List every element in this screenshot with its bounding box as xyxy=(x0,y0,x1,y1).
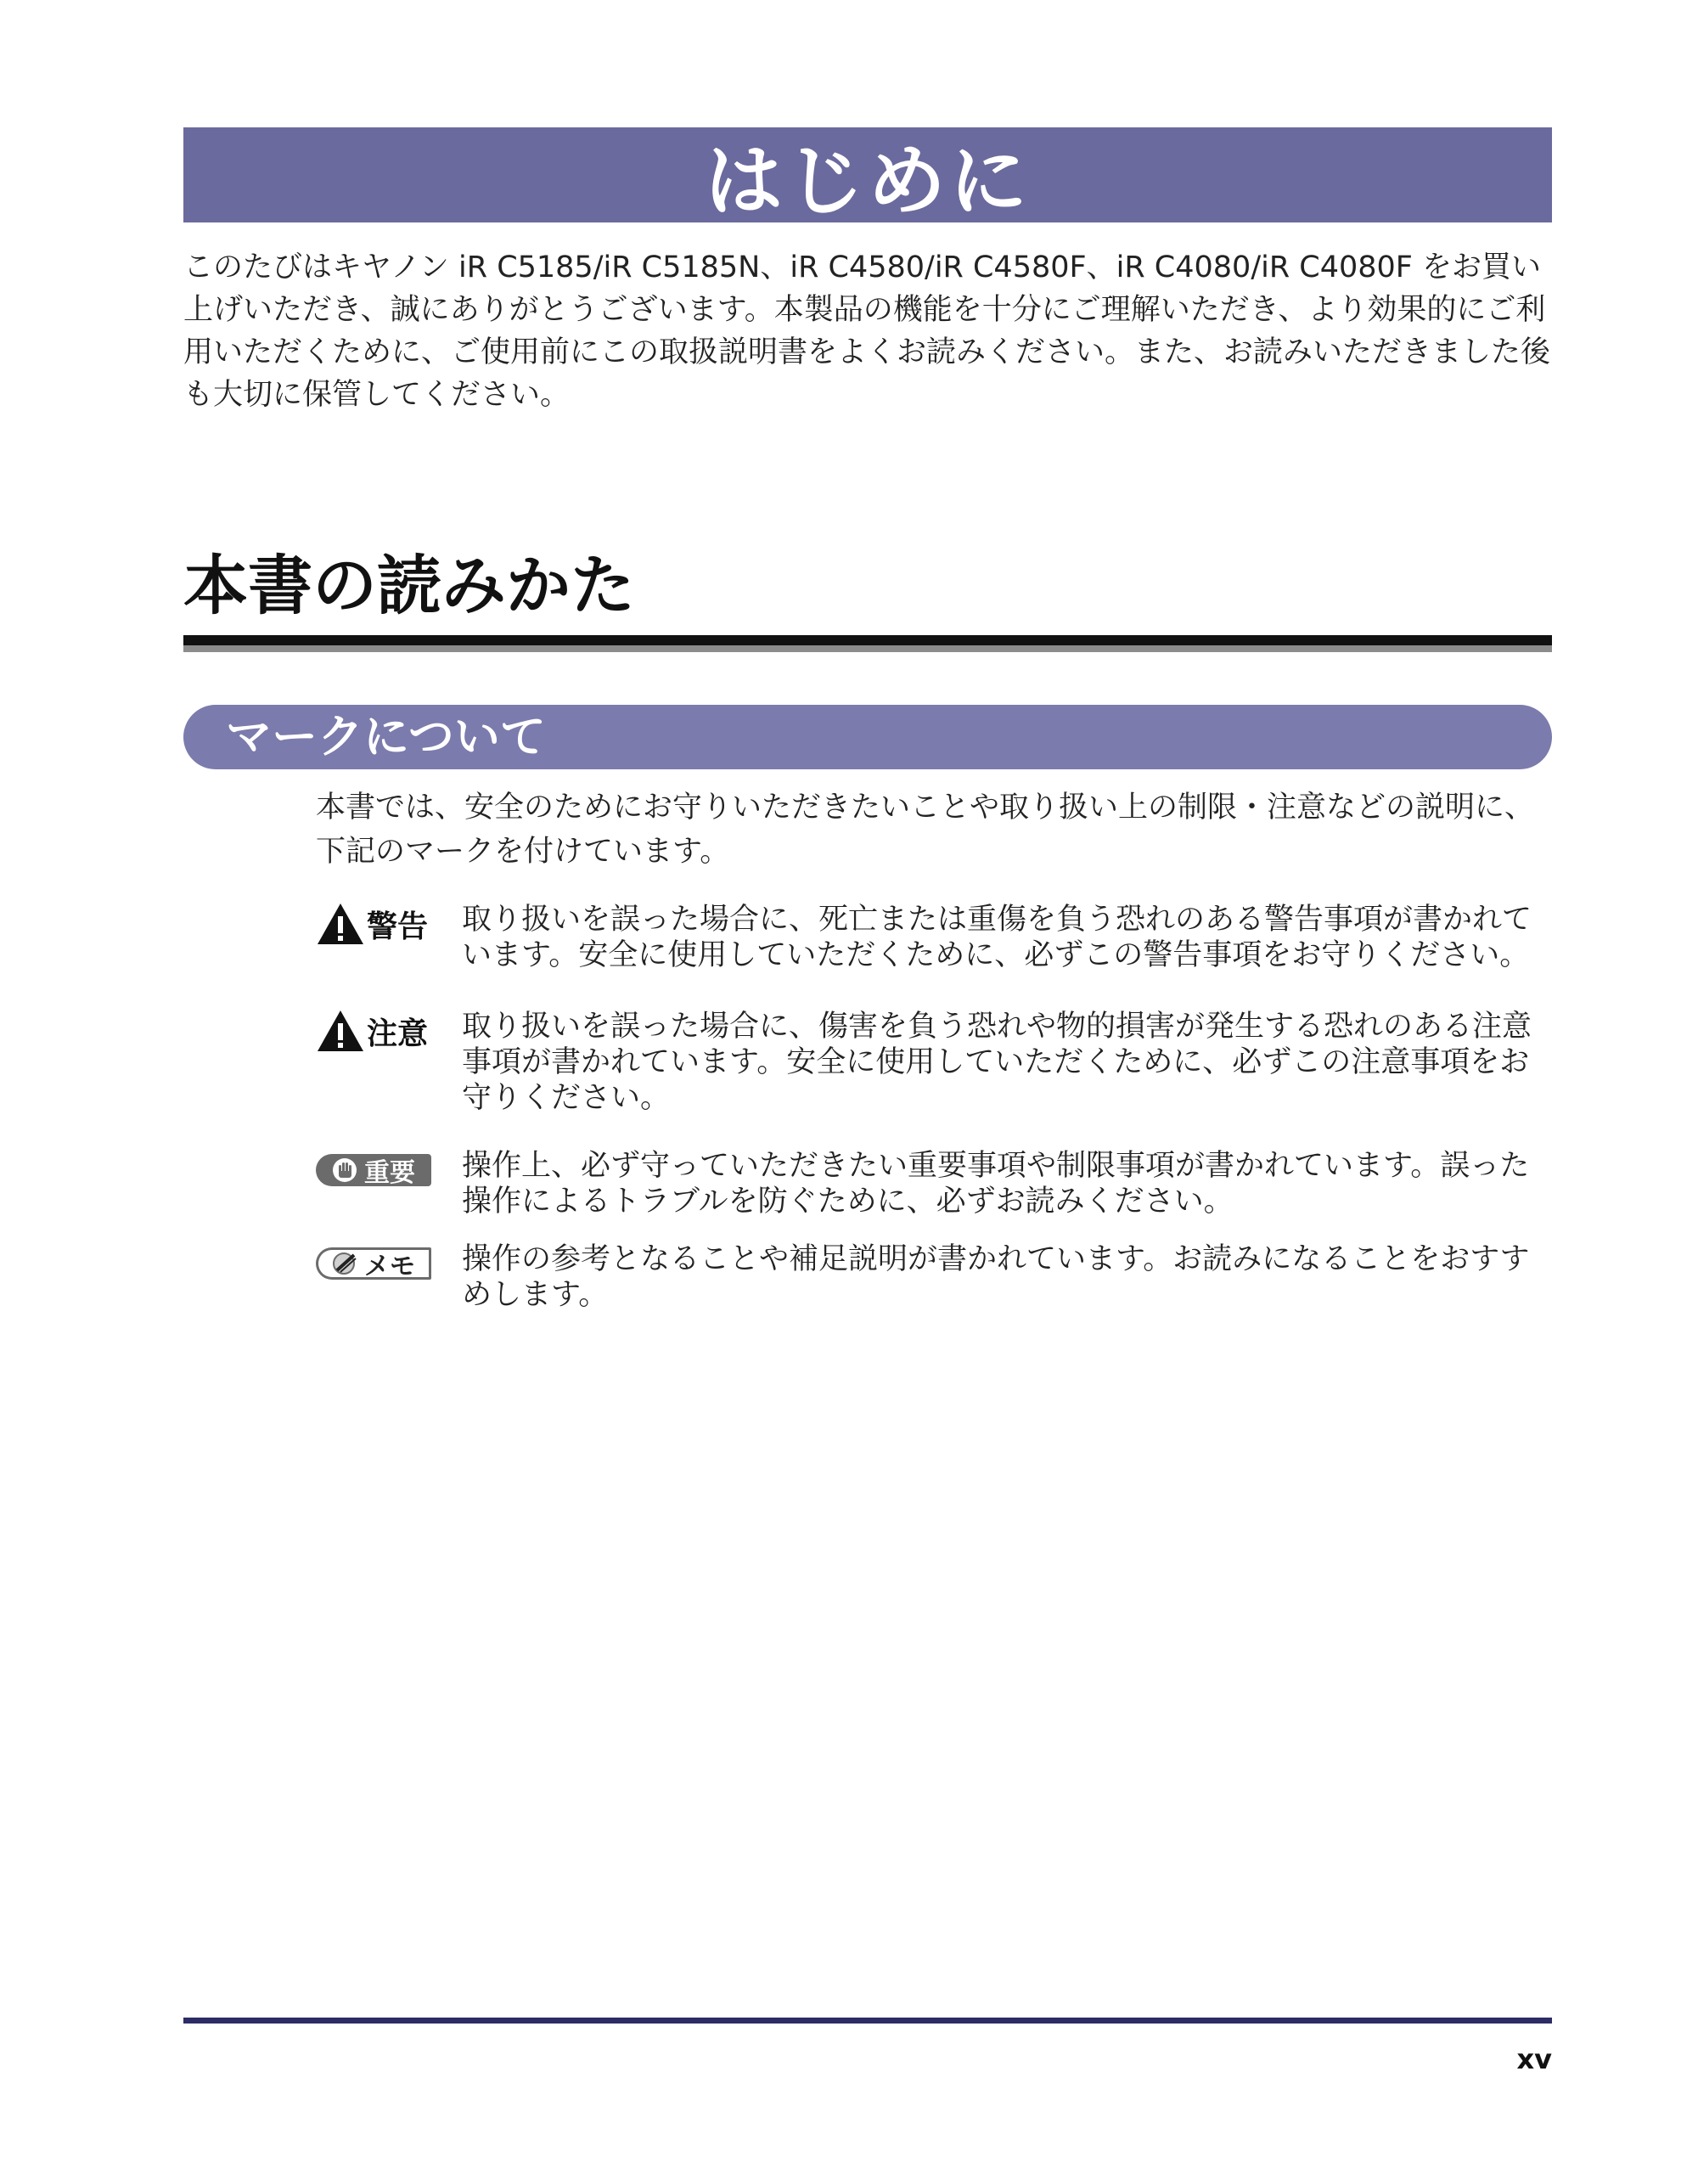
important-badge xyxy=(316,1154,431,1186)
memo-label: メモ xyxy=(364,1252,415,1281)
intro-paragraph: このたびはキヤノン iR C5185/iR C5185N、iR C4580/iR C4580F、iR C4080/iR C4080F をお買い上げいただき、誠にありがとうございます。本製品の機能を十分にご理解いただき、より効果的にご利用いただくために、ご使用前にこの取扱説明書をよくお読みください。また、お読みいただきました後も大切に保管してください。 xyxy=(183,250,1551,412)
important-description: 操作上、必ず守っていただきたい重要事項や制限事項が書かれています。誤った操作によるトラブルを防ぐために、必ずお読みください。 xyxy=(462,1149,1530,1219)
footer-rule xyxy=(183,2018,1552,2024)
page-number: xv xyxy=(1516,2043,1552,2075)
section-rule-gray xyxy=(183,645,1552,652)
warning-label: 警告 xyxy=(367,909,429,944)
warning-mark xyxy=(316,902,435,946)
warning-triangle-icon xyxy=(316,902,365,946)
caution-description: 取り扱いを誤った場合に、傷害を負う恐れや物的損害が発生する恐れのある注意事項が書かれています。安全に使用していただくために、必ずこの注意事項をお守りください。 xyxy=(462,1010,1532,1115)
memo-badge xyxy=(316,1247,431,1280)
lead-paragraph: 本書では、安全のためにお守りいただきたいことや取り扱い上の制限・注意などの説明に、下記のマークを付けています。 xyxy=(316,791,1535,869)
caution-mark xyxy=(316,1009,435,1053)
important-label: 重要 xyxy=(364,1158,415,1188)
memo-description: 操作の参考となることや補足説明が書かれています。お読みになることをおすすめします。 xyxy=(462,1242,1530,1312)
important-mark xyxy=(316,1148,435,1192)
caution-label: 注意 xyxy=(367,1016,429,1051)
subsection-bar xyxy=(183,705,1552,769)
page-title-bar xyxy=(183,127,1552,227)
warning-description: 取り扱いを誤った場合に、死亡または重傷を負う恐れのある警告事項が書かれています。安全に使用していただくために、必ずこの警告事項をお守りください。 xyxy=(462,903,1532,972)
memo-mark xyxy=(316,1241,435,1286)
subsection-title: マークについて xyxy=(226,710,546,763)
section-heading: 本書の読みかた xyxy=(183,548,635,623)
warning-triangle-icon xyxy=(316,1009,365,1053)
pencil-icon xyxy=(332,1252,359,1275)
section-rule-black xyxy=(183,635,1552,645)
hand-stop-icon xyxy=(332,1157,357,1183)
page-title: はじめに xyxy=(704,136,1031,227)
